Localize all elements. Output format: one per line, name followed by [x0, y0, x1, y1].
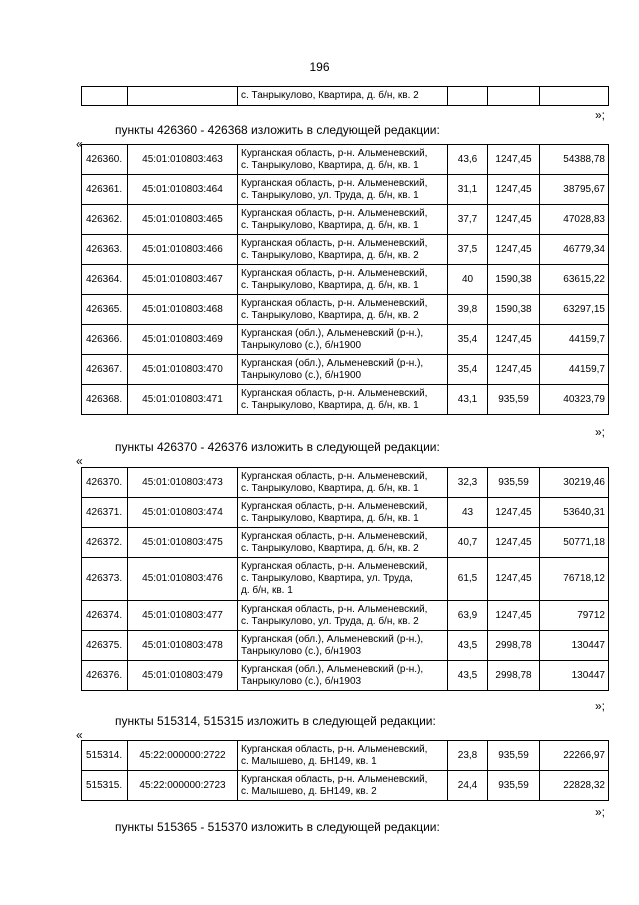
cell-cadastral [128, 87, 238, 106]
cell-cadastral: 45:22:000000:2722 [128, 741, 238, 771]
cell-cadastral: 45:01:010803:467 [128, 265, 238, 295]
cell-number: 426372. [82, 528, 128, 558]
cell-area: 39,8 [448, 295, 488, 325]
cell-number: 426370. [82, 468, 128, 498]
address-line: с. Танрыкулово, Квартира, д. б/н, кв. 2 [241, 309, 419, 321]
cell-cadastral: 45:01:010803:465 [128, 205, 238, 235]
cell-total: 44159,7 [540, 355, 609, 385]
table-row [82, 145, 609, 175]
opening-quote: « [76, 137, 83, 151]
cell-price: 935,59 [488, 771, 540, 801]
register-table [81, 144, 609, 415]
address-line: Курганская область, р-н. Альменевский, [241, 743, 428, 755]
cell-cadastral: 45:01:010803:473 [128, 468, 238, 498]
cell-number: 426371. [82, 498, 128, 528]
address-line: с. Танрыкулово, ул. Труда, д. б/н, кв. 1 [241, 189, 419, 201]
cell-price: 935,59 [488, 385, 540, 415]
table-row [82, 87, 609, 106]
cell-address [238, 295, 448, 325]
cell-price: 2998,78 [488, 661, 540, 691]
cell-number: 426362. [82, 205, 128, 235]
cell-address [238, 145, 448, 175]
cell-area: 24,4 [448, 771, 488, 801]
cell-cadastral: 45:01:010803:469 [128, 325, 238, 355]
closing-quote: »; [595, 805, 606, 819]
cell-area: 32,3 [448, 468, 488, 498]
cell-address [238, 468, 448, 498]
address-line: Танрыкулово (с.), б/н1903 [241, 675, 362, 687]
register-table [81, 467, 609, 691]
address-line: с. Танрыкулово, Квартира, д. б/н, кв. 1 [241, 279, 419, 291]
cell-price: 1247,45 [488, 558, 540, 601]
cell-total: 22828,32 [540, 771, 609, 801]
cell-price: 1247,45 [488, 325, 540, 355]
cell-number: 426367. [82, 355, 128, 385]
address-line: Курганская область, р-н. Альменевский, [241, 267, 428, 279]
address-line: Танрыкулово (с.), б/н1900 [241, 369, 362, 381]
cell-cadastral: 45:01:010803:479 [128, 661, 238, 691]
cell-address [238, 355, 448, 385]
address-line: Курганская область, р-н. Альменевский, [241, 207, 428, 219]
cell-cadastral: 45:01:010803:463 [128, 145, 238, 175]
cell-price: 1247,45 [488, 175, 540, 205]
cell-address [238, 771, 448, 801]
cell-cadastral: 45:01:010803:476 [128, 558, 238, 601]
cell-price: 935,59 [488, 741, 540, 771]
address-line: Курганская область, р-н. Альменевский, [241, 470, 428, 482]
closing-quote: »; [595, 699, 606, 713]
cell-address [238, 498, 448, 528]
cell-total: 44159,7 [540, 325, 609, 355]
section-heading: пункты 515314, 515315 изложить в следующей редакции: [115, 714, 436, 728]
cell-total: 22266,97 [540, 741, 609, 771]
table-row [82, 528, 609, 558]
register-table-continued [81, 86, 609, 106]
cell-total: 63297,15 [540, 295, 609, 325]
cell-number: 426361. [82, 175, 128, 205]
cell-area: 31,1 [448, 175, 488, 205]
cell-number: 515314. [82, 741, 128, 771]
cell-cadastral: 45:01:010803:471 [128, 385, 238, 415]
cell-area: 37,5 [448, 235, 488, 265]
cell-address [238, 265, 448, 295]
table-row [82, 601, 609, 631]
cell-address [238, 528, 448, 558]
cell-area: 63,9 [448, 601, 488, 631]
cell-price: 2998,78 [488, 631, 540, 661]
table-row [82, 295, 609, 325]
cell-cadastral: 45:22:000000:2723 [128, 771, 238, 801]
address-line: Курганская область, р-н. Альменевский, [241, 147, 428, 159]
cell-area: 43,5 [448, 631, 488, 661]
table-row [82, 385, 609, 415]
table-row [82, 325, 609, 355]
cell-area: 23,8 [448, 741, 488, 771]
cell-number: 426374. [82, 601, 128, 631]
address-line: Курганская область, р-н. Альменевский, [241, 603, 428, 615]
cell-address [238, 601, 448, 631]
cell-total: 79712 [540, 601, 609, 631]
cell-number: 426365. [82, 295, 128, 325]
cell-address [238, 205, 448, 235]
opening-quote: « [76, 454, 83, 468]
table-row [82, 265, 609, 295]
cell-price: 1247,45 [488, 235, 540, 265]
cell-price [488, 87, 540, 106]
opening-quote: « [76, 728, 83, 742]
cell-cadastral: 45:01:010803:477 [128, 601, 238, 631]
section-heading: пункты 426370 - 426376 изложить в следующей редакции: [115, 440, 440, 454]
cell-number: 515315. [82, 771, 128, 801]
cell-number: 426364. [82, 265, 128, 295]
address-line: Танрыкулово (с.), б/н1903 [241, 645, 362, 657]
cell-price: 1247,45 [488, 498, 540, 528]
table-row [82, 558, 609, 601]
section-heading: пункты 515365 - 515370 изложить в следующей редакции: [115, 820, 440, 834]
cell-number: 426376. [82, 661, 128, 691]
cell-total: 40323,79 [540, 385, 609, 415]
page-number: 196 [309, 60, 330, 74]
address-line: Танрыкулово (с.), б/н1900 [241, 339, 362, 351]
cell-cadastral: 45:01:010803:464 [128, 175, 238, 205]
address-line: с. Танрыкулово, Квартира, д. б/н, кв. 2 [241, 542, 419, 554]
cell-address [238, 741, 448, 771]
closing-quote: »; [595, 425, 606, 439]
address-line: Курганская (обл.), Альменевский (р-н.), [241, 357, 424, 369]
cell-number: 426375. [82, 631, 128, 661]
cell-area: 43,1 [448, 385, 488, 415]
closing-quote: »; [595, 108, 606, 122]
cell-total: 76718,12 [540, 558, 609, 601]
cell-cadastral: 45:01:010803:470 [128, 355, 238, 385]
cell-cadastral: 45:01:010803:466 [128, 235, 238, 265]
address-line: с. Танрыкулово, Квартира, д. б/н, кв. 1 [241, 512, 419, 524]
table-row [82, 205, 609, 235]
address-line: Курганская область, р-н. Альменевский, [241, 773, 428, 785]
address-line: Курганская (обл.), Альменевский (р-н.), [241, 663, 424, 675]
cell-price: 935,59 [488, 468, 540, 498]
cell-address: с. Танрыкулово, Квартира, д. б/н, кв. 2 [238, 87, 448, 106]
table-row [82, 355, 609, 385]
cell-number: 426363. [82, 235, 128, 265]
cell-price: 1247,45 [488, 145, 540, 175]
address-line: Курганская область, р-н. Альменевский, [241, 297, 428, 309]
address-line: Курганская область, р-н. Альменевский, [241, 387, 428, 399]
cell-area [448, 87, 488, 106]
address-line: с. Танрыкулово, Квартира, д. б/н, кв. 1 [241, 219, 419, 231]
address-line: Курганская (обл.), Альменевский (р-н.), [241, 327, 424, 339]
cell-price: 1247,45 [488, 355, 540, 385]
address-line: с. Танрыкулово, Квартира, д. б/н, кв. 2 [241, 249, 419, 261]
cell-area: 40,7 [448, 528, 488, 558]
cell-price: 1590,38 [488, 265, 540, 295]
cell-address [238, 661, 448, 691]
address-line: с. Танрыкулово, Квартира, д. б/н, кв. 1 [241, 159, 419, 171]
address-line: с. Танрыкулово, Квартира, д. б/н, кв. 1 [241, 399, 419, 411]
cell-total: 63615,22 [540, 265, 609, 295]
cell-area: 35,4 [448, 355, 488, 385]
cell-address [238, 631, 448, 661]
cell-total: 53640,31 [540, 498, 609, 528]
cell-cadastral: 45:01:010803:478 [128, 631, 238, 661]
cell-price: 1247,45 [488, 205, 540, 235]
cell-total: 30219,46 [540, 468, 609, 498]
cell-area: 43,6 [448, 145, 488, 175]
cell-number: 426360. [82, 145, 128, 175]
table-row [82, 235, 609, 265]
address-line: Курганская (обл.), Альменевский (р-н.), [241, 633, 424, 645]
table-row [82, 661, 609, 691]
cell-number: 426368. [82, 385, 128, 415]
cell-address [238, 385, 448, 415]
cell-price: 1247,45 [488, 601, 540, 631]
address-line: с. Танрыкулово, ул. Труда, д. б/н, кв. 2 [241, 615, 419, 627]
cell-area: 35,4 [448, 325, 488, 355]
cell-cadastral: 45:01:010803:474 [128, 498, 238, 528]
cell-area: 43 [448, 498, 488, 528]
register-table [81, 740, 609, 801]
address-line: Курганская область, р-н. Альменевский, [241, 530, 428, 542]
cell-number: 426373. [82, 558, 128, 601]
table-row [82, 498, 609, 528]
address-line: с. Танрыкулово, Квартира, д. б/н, кв. 1 [241, 482, 419, 494]
cell-price: 1247,45 [488, 528, 540, 558]
cell-address [238, 325, 448, 355]
cell-total [540, 87, 609, 106]
cell-total: 46779,34 [540, 235, 609, 265]
address-line: Курганская область, р-н. Альменевский, [241, 561, 428, 572]
table-row [82, 771, 609, 801]
cell-total: 38795,67 [540, 175, 609, 205]
table-row [82, 175, 609, 205]
address-line: д. б/н, кв. 1 [241, 585, 293, 596]
address-line: Курганская область, р-н. Альменевский, [241, 177, 428, 189]
table-row [82, 741, 609, 771]
cell-price: 1590,38 [488, 295, 540, 325]
table-row [82, 468, 609, 498]
cell-cadastral: 45:01:010803:468 [128, 295, 238, 325]
cell-total: 130447 [540, 631, 609, 661]
cell-cadastral: 45:01:010803:475 [128, 528, 238, 558]
cell-total: 50771,18 [540, 528, 609, 558]
address-line: Курганская область, р-н. Альменевский, [241, 500, 428, 512]
cell-area: 61,5 [448, 558, 488, 601]
cell-number [82, 87, 128, 106]
cell-area: 37,7 [448, 205, 488, 235]
cell-address [238, 235, 448, 265]
cell-total: 47028,83 [540, 205, 609, 235]
address-line: с. Малышево, д. БН149, кв. 1 [241, 755, 377, 767]
cell-area: 40 [448, 265, 488, 295]
cell-total: 54388,78 [540, 145, 609, 175]
cell-area: 43,5 [448, 661, 488, 691]
table-row [82, 631, 609, 661]
section-heading: пункты 426360 - 426368 изложить в следующей редакции: [115, 123, 440, 137]
cell-address [238, 558, 448, 601]
cell-number: 426366. [82, 325, 128, 355]
cell-address [238, 175, 448, 205]
address-line: Курганская область, р-н. Альменевский, [241, 237, 428, 249]
cell-total: 130447 [540, 661, 609, 691]
address-line: с. Малышево, д. БН149, кв. 2 [241, 785, 377, 797]
address-line: с. Танрыкулово, Квартира, ул. Труда, [241, 573, 413, 584]
